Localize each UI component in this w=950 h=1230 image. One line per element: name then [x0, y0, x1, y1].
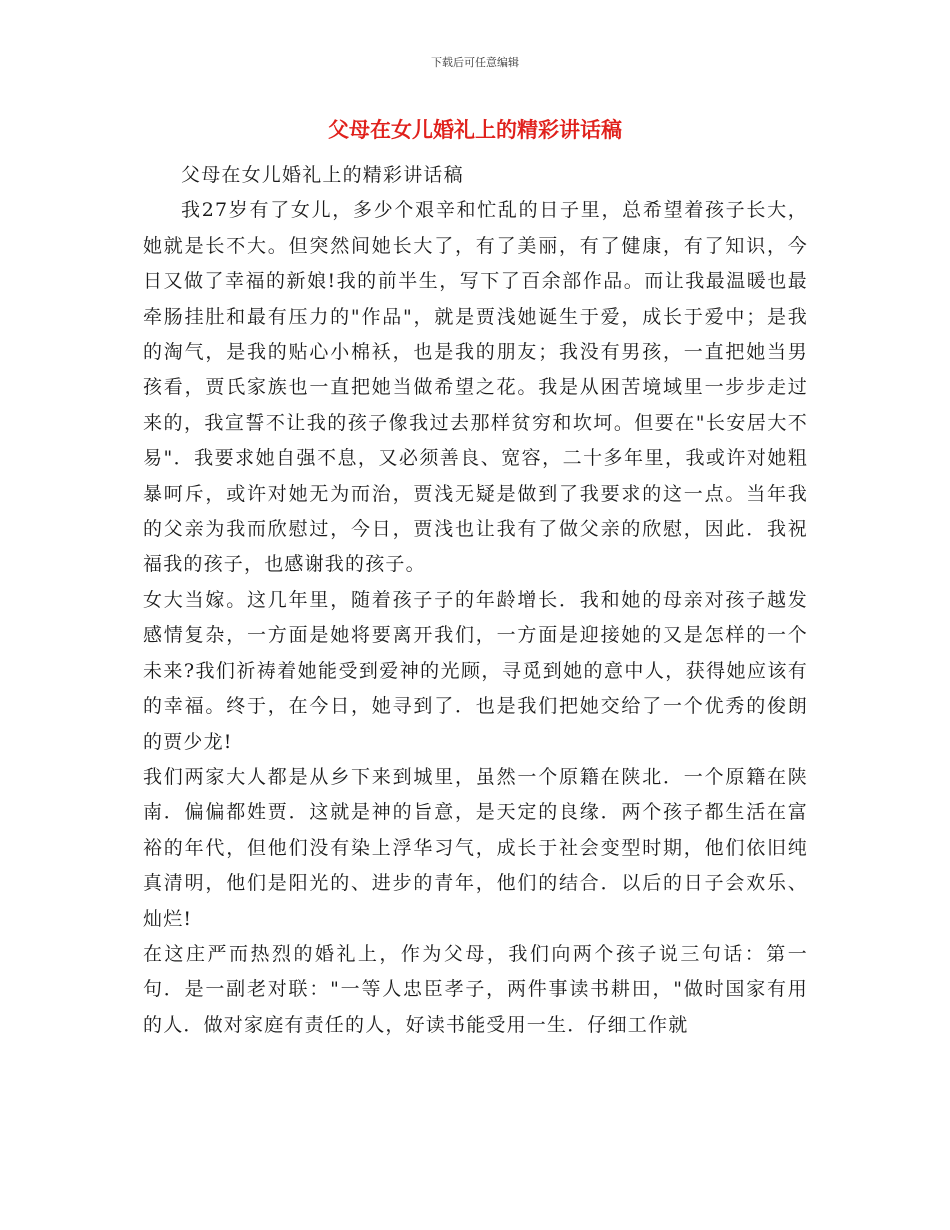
- paragraph-3: 我们两家大人都是从乡下来到城里，虽然一个原籍在陕北．一个原籍在陕南．偏偏都姓贾．这就是神的旨意，是天定的良缘．两个孩子都生活在富裕的年代，但他们没有染上浮华习气，成长于社会变型时期，他们依旧纯真清明，他们是阳光的、进步的青年，他们的结合．以后的日子会欢乐、灿烂!: [143, 765, 808, 930]
- document-subtitle: 父母在女儿婚礼上的精彩讲话稿: [181, 164, 464, 186]
- paragraph-1: 我27岁有了女儿，多少个艰辛和忙乱的日子里，总希望着孩子长大，她就是长不大。但突然间她长大了，有了美丽，有了健康，有了知识，今日又做了幸福的新娘!我的前半生，写下了百余部作品。而让我最温暖也最牵肠挂肚和最有压力的"作品"，就是贾浅她诞生于爱，成长于爱中；是我的淘气，是我的贴心小棉袄，也是我的朋友；我没有男孩，一直把她当男孩看，贾氏家族也一直把她当做希望之花。我是从困苦境域里一步步走过来的，我宣誓不让我的孩子像我过去那样贫穷和坎坷。但要在"长安居大不易"．我要求她自强不息，又必须善良、宽容，二十多年里，我或许对她粗暴呵斥，或许对她无为而治，贾浅无疑是做到了我要求的这一点。当年我的父亲为我而欣慰过，今日，贾浅也让我有了做父亲的欣慰，因此．我祝福我的孩子，也感谢我的孩子。: [143, 199, 808, 576]
- header-note: 下载后可任意编辑: [431, 56, 519, 69]
- paragraph-4: 在这庄严而热烈的婚礼上，作为父母，我们向两个孩子说三句话：第一句．是一副老对联："一等人忠臣孝子，两件事读书耕田，"做时国家有用的人．做对家庭有责任的人，好读书能受用一生．仔细工作就: [143, 942, 808, 1036]
- document-body: [143, 158, 808, 1043]
- document-title: 父母在女儿婚礼上的精彩讲话稿: [328, 118, 622, 142]
- paragraph-2: 女大当嫁。这几年里，随着孩子子的年龄增长．我和她的母亲对孩子越发感情复杂，一方面是她将要离开我们，一方面是迎接她的又是怎样的一个未来?我们祈祷着她能受到爱神的光顾，寻觅到她的意中人，获得她应该有的幸福。终于，在今日，她寻到了．也是我们把她交给了一个优秀的俊朗的贾少龙!: [143, 588, 808, 753]
